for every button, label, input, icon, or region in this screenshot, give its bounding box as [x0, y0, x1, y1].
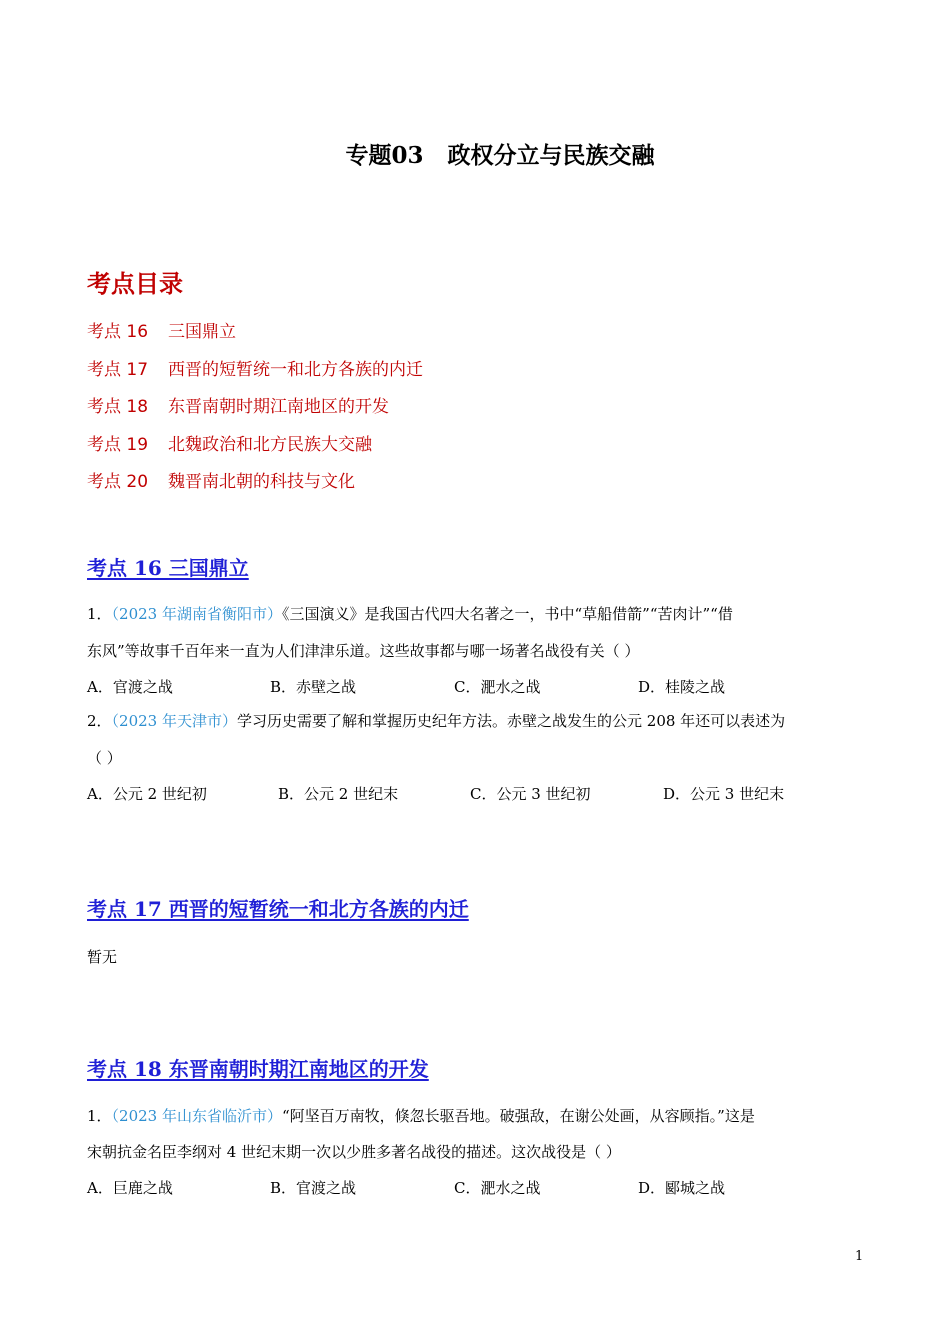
option-a: A．公元 2 世纪初 [87, 785, 207, 803]
question-number: 1． [87, 605, 112, 623]
question-source: （2023 年湖南省衡阳市） [111, 605, 282, 623]
toc-item-19[interactable] [87, 433, 423, 471]
toc-item-label: 东晋南朝时期江南地区的开发 [168, 397, 389, 417]
option-d: D．公元 3 世纪末 [663, 785, 785, 803]
question-text-continued: 宋朝抗金名臣李纲对 4 世纪末期一次以少胜多著名战役的描述。这次战役是（ ） [87, 1143, 621, 1161]
section-heading-16[interactable]: 考点 16 三国鼎立 [87, 556, 249, 580]
toc-item-number: 考点 20 [87, 472, 149, 492]
toc-heading: 考点目录 [87, 270, 183, 298]
question-line [87, 604, 733, 624]
question-text: “阿坚百万南牧，倏忽长驱吾地。破强敌，在谢公处画，从容顾指。”这是 [282, 1107, 755, 1125]
option-b: B．官渡之战 [270, 1179, 357, 1197]
option-b: B．公元 2 世纪末 [278, 785, 399, 803]
toc-item-number: 考点 16 [87, 322, 149, 342]
toc-item-label: 魏晋南北朝的科技与文化 [168, 472, 355, 492]
option-c: C．公元 3 世纪初 [470, 785, 591, 803]
question-text: 学习历史需要了解和掌握历史纪年方法。赤壁之战发生的公元 208 年还可以表述为 [237, 712, 786, 730]
option-b: B．赤壁之战 [270, 678, 357, 696]
question-number: 2． [87, 712, 112, 730]
toc-list [87, 320, 423, 508]
toc-item-number: 考点 18 [87, 397, 149, 417]
question-line [87, 711, 785, 731]
question-number: 1． [87, 1107, 112, 1125]
question-source: （2023 年天津市） [111, 712, 237, 730]
toc-item-20[interactable] [87, 470, 423, 508]
toc-item-16[interactable] [87, 320, 423, 358]
option-c: C．淝水之战 [454, 1179, 541, 1197]
toc-item-label: 西晋的短暂统一和北方各族的内迁 [168, 359, 423, 380]
section-heading-18[interactable]: 考点 18 东晋南朝时期江南地区的开发 [87, 1057, 429, 1081]
section-heading-17[interactable]: 考点 17 西晋的短暂统一和北方各族的内迁 [87, 897, 469, 921]
page-number: 1 [855, 1249, 864, 1264]
question-source: （2023 年山东省临沂市） [111, 1107, 282, 1125]
question-text-continued: （ ） [87, 749, 122, 767]
question-text-continued: 东风”等故事千百年来一直为人们津津乐道。这些故事都与哪一场著名战役有关（ ） [87, 642, 640, 660]
option-d: D．郾城之战 [638, 1179, 726, 1197]
toc-item-number: 考点 17 [87, 359, 149, 380]
toc-item-17[interactable] [87, 358, 423, 396]
page-title: 专题03 政权分立与民族交融 [345, 142, 655, 169]
toc-item-label: 北魏政治和北方民族大交融 [168, 434, 372, 455]
empty-notice: 暂无 [87, 948, 118, 966]
toc-item-number: 考点 19 [87, 434, 149, 455]
question-text: 《三国演义》是我国古代四大名著之一，书中“草船借箭”“苦肉计”“借 [282, 605, 733, 623]
option-a: A．官渡之战 [87, 678, 173, 696]
question-line [87, 1106, 755, 1126]
option-a: A．巨鹿之战 [87, 1179, 173, 1197]
option-c: C．淝水之战 [454, 678, 541, 696]
toc-item-18[interactable] [87, 395, 423, 433]
option-d: D．桂陵之战 [638, 678, 726, 696]
toc-item-label: 三国鼎立 [168, 322, 236, 342]
